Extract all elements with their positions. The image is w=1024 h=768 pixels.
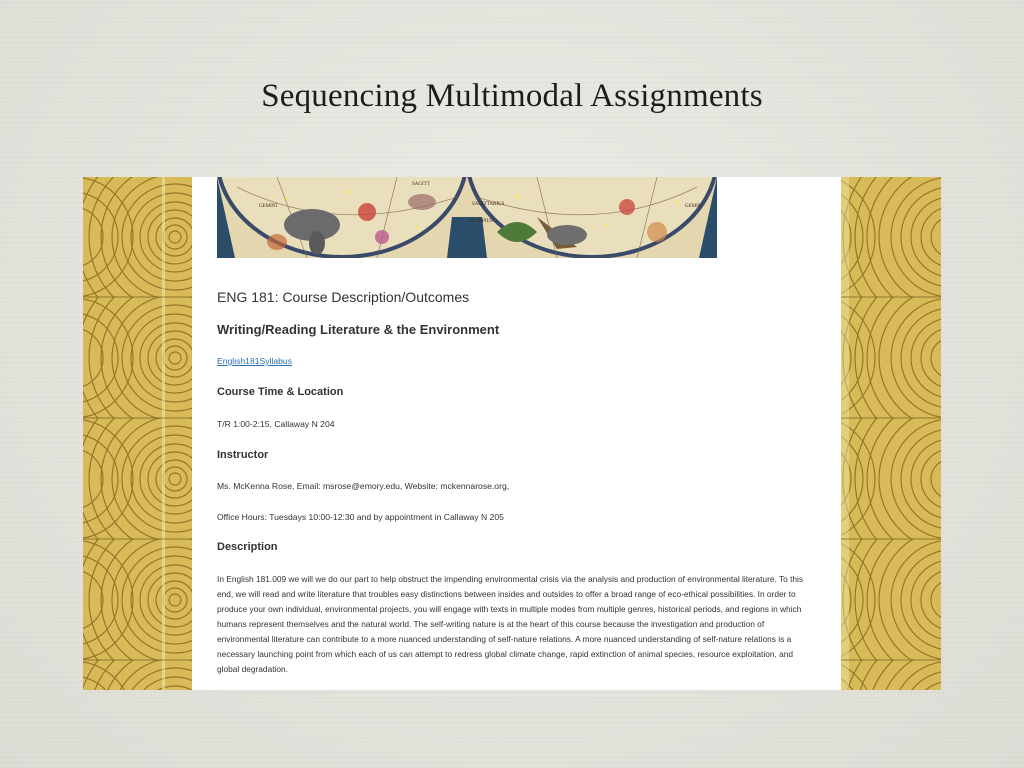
banner-label-scorpius: SCORPIUS — [469, 219, 493, 224]
banner-label-gemin: GEMIN — [685, 204, 702, 209]
course-page-screenshot — [83, 177, 941, 690]
instructor-contact: Ms. McKenna Rose, Email: msrose@emory.edu, Website: mckennarose.org, — [217, 481, 510, 491]
tree-ring-pattern-right — [841, 177, 941, 690]
course-page — [192, 177, 841, 690]
slide-title: Sequencing Multimodal Assignments — [261, 78, 763, 114]
instructor-heading: Instructor — [217, 449, 269, 461]
page-heading: ENG 181: Course Description/Outcomes — [217, 289, 470, 305]
banner-label-gemini: GEMINI — [259, 204, 278, 209]
office-hours: Office Hours: Tuesdays 10:00-12:30 and by appointment in Callaway N 205 — [217, 512, 504, 522]
tree-ring-pattern-left — [83, 177, 192, 690]
tree-ring-border-right — [841, 177, 941, 690]
course-title: Writing/Reading Literature & the Environment — [217, 322, 500, 337]
celestial-map-banner — [217, 177, 717, 258]
syllabus-link[interactable]: English181Syllabus — [217, 356, 293, 366]
banner-label-sagittarius: SAGITTARIUS — [472, 202, 505, 207]
celestial-map-image — [217, 177, 717, 258]
description-heading: Description — [217, 541, 278, 553]
tree-ring-border-left — [83, 177, 192, 690]
banner-label-sagitt: SAGITT — [412, 182, 430, 187]
time-location-heading: Course Time & Location — [217, 386, 344, 398]
time-location-value: T/R 1:00-2:15, Callaway N 204 — [217, 419, 335, 429]
description-body: In English 181.009 we will we do our part to help obstruct the impending environmental crisis via the analysis and production of environmental literature. To this end, we will read and write literature that troubles easy distinctions between insides and outsides to offer a broad range of eco-ethical possibilities. In order to produce your own individual, environmental projects, you will engage with texts in multiple modes from multiple genres, historical periods, and regions in which humans represent themselves and the natural world. The self-writing nature is at the heart of this course because the investigation and production of environmental literature can contribute to a more nuanced understanding of self-nature relations. A more nuanced understanding of self-nature relations is a necessary launching point from which each of us can attempt to redress global climate change, rapid extinction of animal species, resource exploitation, and global degradation. — [217, 574, 804, 674]
